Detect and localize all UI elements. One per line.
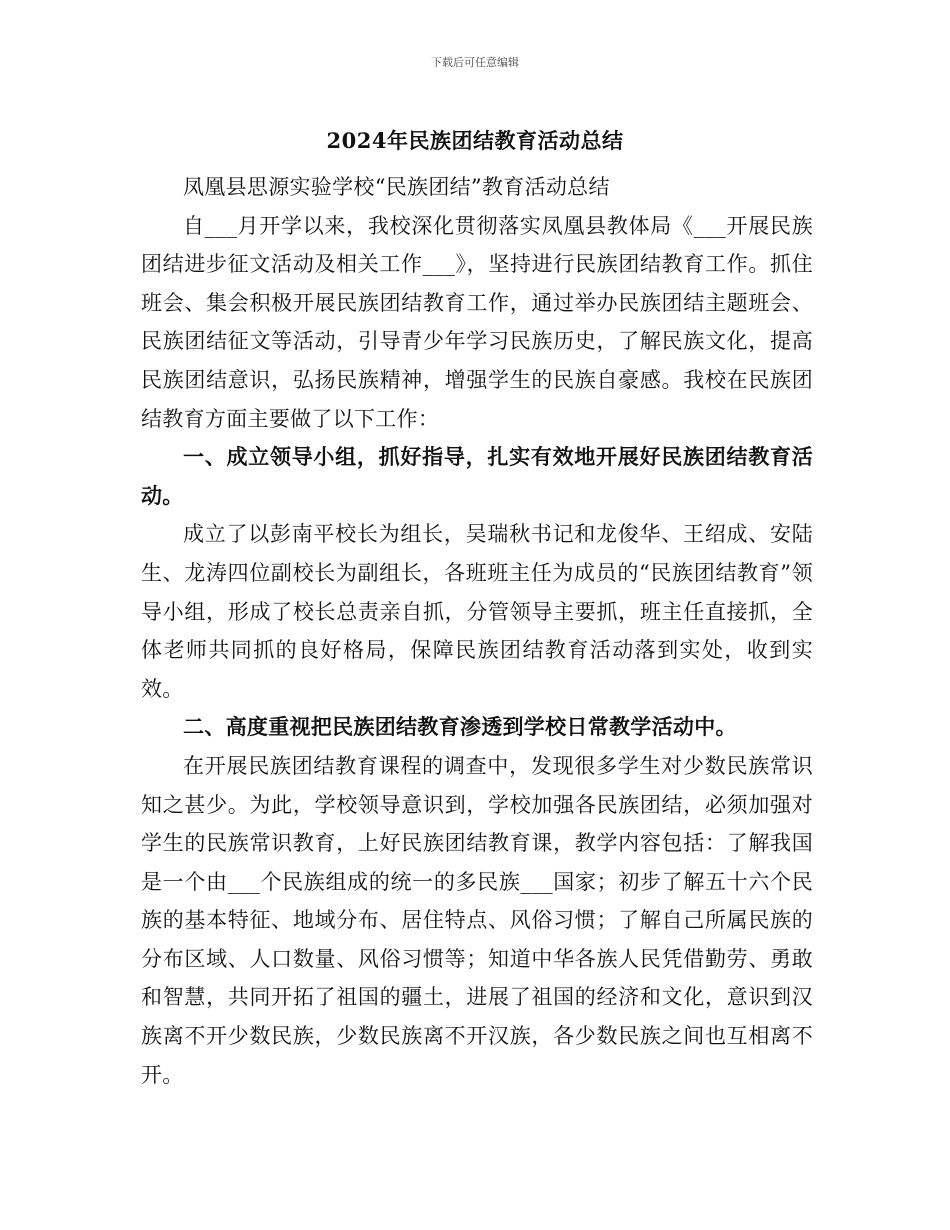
document-body [141,168,813,1094]
body-paragraph: 自___月开学以来，我校深化贯彻落实凤凰县教体局《___开展民族团结进步征文活动及相关工作___》，坚持进行民族团结教育工作。抓住班会、集会积极开展民族团结教育工作，通过举办民族团结主题班会、民族团结征文等活动，引导青少年学习民族历史，了解民族文化，提高民族团结意识，弘扬民族精神，增强学生的民族自豪感。我校在民族团结教育方面主要做了以下工作： [141,213,813,431]
body-paragraph: 成立了以彭南平校长为组长，吴瑞秋书记和龙俊华、王绍成、安陆生、龙涛四位副校长为副组长，各班班主任为成员的“民族团结教育”领导小组，形成了校长总责亲自抓，分管领导主要抓，班主任直接抓，全体老师共同抓的良好格局，保障民族团结教育活动落到实处，收到实效。 [141,522,813,701]
document-title: 2024年民族团结教育活动总结 [326,128,624,153]
body-paragraph: 在开展民族团结教育课程的调查中，发现很多学生对少数民族常识知之甚少。为此，学校领导意识到，学校加强各民族团结，必须加强对学生的民族常识教育，上好民族团结教育课，教学内容包括：了解我国是一个由___个民族组成的统一的多民族___国家；初步了解五十六个民族的基本特征、地域分布、居住特点、风俗习惯；了解自己所属民族的分布区域、人口数量、风俗习惯等；知道中华各族人民凭借勤劳、勇敢和智慧，共同开拓了祖国的疆土，进展了祖国的经济和文化，意识到汉族离不开少数民族，少数民族离不开汉族，各少数民族之间也互相离不开。 [141,753,813,1087]
section-heading: 一、成立领导小组，抓好指导，扎实有效地开展好民族团结教育活动。 [141,444,813,508]
header-note: 下载后可任意编辑 [431,56,519,69]
section-heading: 二、高度重视把民族团结教育渗透到学校日常教学活动中。 [183,714,737,740]
document-subtitle: 凤凰县思源实验学校“民族团结”教育活动总结 [183,175,610,199]
